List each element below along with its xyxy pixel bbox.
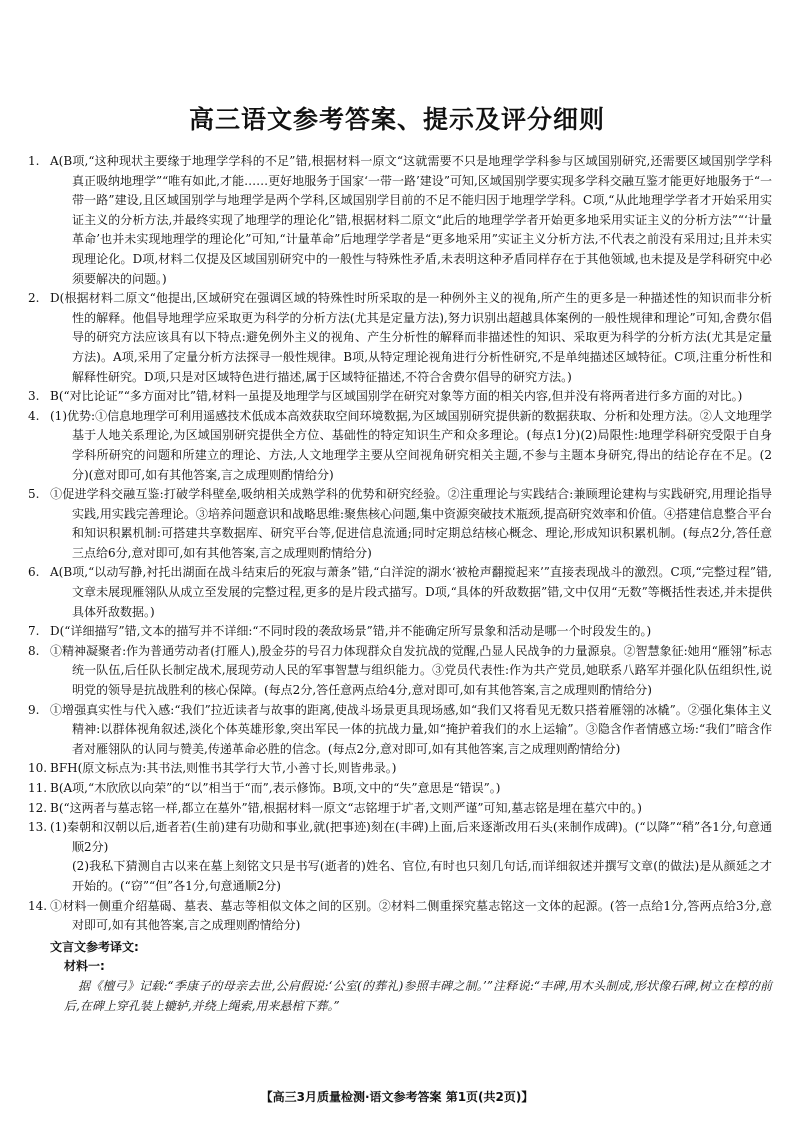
answer-item-5: 5. ①促进学科交融互鉴:打破学科壁垒,吸纳相关成熟学科的优势和研究经验。②注重理论与实践结合:兼顾理论建构与实践研究,用理论指导实践,用实践完善理论。③培养问题意识和战略思维:聚焦核心问题,集中资源突破技术瓶颈,提高研究效率和价值。④搭建信息整合平台和知识积累机制:可搭建共享数据库、研究平台等,促进信息流通;同时定期总结核心概念、理论,形成知识积累机制。(每点2分,答任意三点给6分,意对即可,如有其他答案,言之成理则酌情给分) xyxy=(28,487,772,560)
answer-item-6: 6. A(B项,“以动写静,衬托出湖面在战斗结束后的死寂与萧条”错,“白洋淀的湖水‘被枪声翻搅起来’”直接表现战斗的激烈。C项,“完整过程”错,文章未展现雁翎队从成立至发展的完整过程,更多的是片段式描写。D项,“具体的歼敌数据”错,文中仅用“无数”等概括性表述,并未提供具体歼敌数据。) xyxy=(28,565,772,619)
answer-item-12: 12. B(“这两者与墓志铭一样,都立在墓外”错,根据材料一原文“志铭埋于圹者,文则严谨”可知,墓志铭是埋在墓穴中的。) xyxy=(28,800,642,815)
item-text: A(B项,“这种现状主要缘于地理学学科的不足”错,根据材料一原文“这就需要不只是地理学学科参与区域国别研究,还需要区域国别学学科真正吸纳地理学”“唯有如此,才能……更好地服务于国家‘一带一路’建设”可知,区域国别学要实现多学科交融互鉴才能更好地服务于“一带一路”建设,且区域国别学与地理学是两个学科,区域国别学目前的不足不能归因于地理学学科。C项,“从此地理学学者才开始采用实证主义的分析方法,并最终实现了地理学的理论化”错,根据材料二原文“此后的地理学学者开始更多地采用实证主义的分析方法”“‘计量革命’也并未实现地理学的理论化”可知,“计量革命”后地理学学者是“更多地采用”实证主义分析方法,不代表之前没有采用过;且并未实现理论化。D项,材料二仅提及区域国别研究中的一般性与特殊性矛盾,未表明这种矛盾同样存在于其他领域,也未提及是学科研究中必须要解决的问题。) xyxy=(50,154,772,286)
item-text: A(B项,“以动写静,衬托出湖面在战斗结束后的死寂与萧条”错,“白洋淀的湖水‘被枪声翻搅起来’”直接表现战斗的激烈。C项,“完整过程”错,文章未展现雁翎队从成立至发展的完整过程,更多的是片段式描写。D项,“具体的歼敌数据”错,文中仅用“无数”等概括性表述,并未提供具体歼敌数据。) xyxy=(50,565,772,619)
answer-item-7: 7. D(“详细描写”错,文本的描写并不详细:“不同时段的袭敌场景”错,并不能确定所写景象和活动是哪一个时段发生的。) xyxy=(28,624,652,639)
item-text: (2)我私下猜测自古以来在墓上刻铭文只是书写(逝者的)姓名、官位,有时也只刻几句话,而详细叙述并撰写文章(的做法)是从颜延之才开始的。(“窃”“但”各1分,句意通顺2分) xyxy=(72,859,772,893)
answer-item-8: 8. ①精神凝聚者:作为普通劳动者(打雁人),殷金芬的号召力体现群众自发抗战的觉醒,凸显人民战争的力量源泉。②智慧象征:她用“雁翎”标志统一队伍,后任队长制定战术,展现劳动人民的军事智慧与组织能力。③党员代表性:作为共产党员,她联系八路军并强化队伍组织性,说明党的领导是抗战胜利的核心保障。(每点2分,答任意两点给4分,意对即可,如有其他答案,言之成理则酌情给分) xyxy=(28,643,772,698)
answer-item-1: 1. A(B项,“这种现状主要缘于地理学学科的不足”错,根据材料一原文“这就需要不只是地理学学科参与区域国别研究,还需要区域国别学学科真正吸纳地理学”“唯有如此,才能……更好地服务于国家‘一带一路’建设”可知,区域国别学要实现多学科交融互鉴才能更好地服务于“一带一路”建设,且区域国别学与地理学是两个学科,区域国别学目前的不足不能归因于地理学学科。C项,“从此地理学学者才开始采用实证主义的分析方法,并最终实现了地理学的理论化”错,根据材料二原文“此后的地理学学者开始更多地采用实证主义的分析方法”“‘计量革命’也并未实现地理学的理论化”可知,“计量革命”后地理学学者是“更多地采用”实证主义分析方法,不代表之前没有采用过;且并未实现理论化。D项,材料二仅提及区域国别研究中的一般性与特殊性矛盾,未表明这种矛盾同样存在于其他领域,也未提及是学科研究中必须要解决的问题。) xyxy=(28,154,772,286)
answer-item-14: 14. ①材料一侧重介绍墓碣、墓表、墓志等相似文体之间的区别。②材料二侧重探究墓志铭这一文体的起源。(答一点给1分,答两点给3分,意对即可,如有其他答案,言之成理则酌情给分) xyxy=(28,898,772,933)
answer-list xyxy=(28,152,772,1016)
item-text: D(根据材料二原文“他提出,区域研究在强调区域的特殊性时所采取的是一种例外主义的视角,所产生的更多是一种描述性的知识而非分析性的解释。他倡导地理学应采取更为科学的分析方法(尤其是定量方法),努力识别出超越具体案例的一般性规律和理论”可知,舍费尔倡导的研究方法应该具有以下特点:避免例外主义的视角、产生分析性的解释而非描述性的知识、采取更为科学的分析方法(尤其是定量方法)。A项,采用了定量分析方法探寻一般性规律。B项,从特定理论视角进行分析性研究,不是单纯描述区域特征。C项,注重分析性和解释性研究。D项,只是对区域特色进行描述,属于区域特征描述,不符合舍费尔倡导的研究方法。) xyxy=(50,291,772,384)
item-text: (1)优势:①信息地理学可利用遥感技术低成本高效获取空间环境数据,为区域国别研究提供新的数据获取、分析和处理方法。②人文地理学基于人地关系理论,为区域国别研究提供全方位、基础性的特定知识生产和众多理论。(每点1分)(2)局限性:地理学科研究受限于自身学科所研究的问题和所建立的理论、方法,人文地理学主要从空间视角研究相关主题,不参与主题本身研究,得出的结论存在不足。(2分)(意对即可,如有其他答案,言之成理则酌情给分) xyxy=(50,408,772,482)
answer-item-9: 9. ①增强真实性与代入感:“我们”拉近读者与故事的距离,使战斗场景更具现场感,如“我们又将看见无数只搭着雁翎的冰橇”。②强化集体主义精神:以群体视角叙述,淡化个体英雄形象,突出军民一体的抗战力量,如“掩护着我们的水上运输”。③隐含作者情感立场:“我们”暗含作者对雁翎队的认同与赞美,传递革命必胜的信念。(每点2分,意对即可,如有其他答案,言之成理则酌情给分) xyxy=(28,702,772,756)
answer-item-11: 11. B(A项,“木欣欣以向荣”的“以”相当于“而”,表示修饰。B项,文中的“失”意思是“错误”。) xyxy=(28,781,501,795)
translation-heading: 文言文参考译文: xyxy=(50,939,139,954)
answer-item-3: 3. B(“对比论证”“多方面对比”错,材料一虽提及地理学与区域国别学在研究对象等方面的相关内容,但并没有将两者进行多方面的对比。) xyxy=(28,389,743,404)
item-text: B(“这两者与墓志铭一样,都立在墓外”错,根据材料一原文“志铭埋于圹者,文则严谨”可知,墓志铭是埋在墓穴中的。) xyxy=(50,800,642,815)
item-text: D(“详细描写”错,文本的描写并不详细:“不同时段的袭敌场景”错,并不能确定所写景象和活动是哪一个时段发生的。) xyxy=(50,624,652,639)
page-footer: 【高三3月质量检测·语文参考答案 第1页(共2页)】 xyxy=(260,1090,534,1104)
item-text: ①促进学科交融互鉴:打破学科壁垒,吸纳相关成熟学科的优势和研究经验。②注重理论与实践结合:兼顾理论建构与实践研究,用理论指导实践,用实践完善理论。③培养问题意识和战略思维:聚焦核心问题,集中资源突破技术瓶颈,提高研究效率和价值。④搭建信息整合平台和知识积累机制:可搭建共享数据库、研究平台等,促进信息流通;同时定期总结核心概念、理论,形成知识积累机制。(每点2分,答任意三点给6分,意对即可,如有其他答案,言之成理则酌情给分) xyxy=(50,487,772,560)
answer-item-13-part-2 xyxy=(50,857,772,896)
item-text: B(A项,“木欣欣以向荣”的“以”相当于“而”,表示修饰。B项,文中的“失”意思是“错误”。) xyxy=(50,781,501,795)
item-text: B(“对比论证”“多方面对比”错,材料一虽提及地理学与区域国别学在研究对象等方面的相关内容,但并没有将两者进行多方面的对比。) xyxy=(50,389,743,404)
item-text: ①增强真实性与代入感:“我们”拉近读者与故事的距离,使战斗场景更具现场感,如“我们又将看见无数只搭着雁翎的冰橇”。②强化集体主义精神:以群体视角叙述,淡化个体英雄形象,突出军民一体的抗战力量,如“掩护着我们的水上运输”。③隐含作者情感立场:“我们”暗含作者对雁翎队的认同与赞美,传递革命必胜的信念。(每点2分,意对即可,如有其他答案,言之成理则酌情给分) xyxy=(50,702,772,756)
item-text: ①精神凝聚者:作为普通劳动者(打雁人),殷金芬的号召力体现群众自发抗战的觉醒,凸显人民战争的力量源泉。②智慧象征:她用“雁翎”标志统一队伍,后任队长制定战术,展现劳动人民的军事智慧与组织能力。③党员代表性:作为共产党员,她联系八路军并强化队伍组织性,说明党的领导是抗战胜利的核心保障。(每点2分,答任意两点给4分,意对即可,如有其他答案,言之成理则酌情给分) xyxy=(50,643,772,698)
item-text: (1)秦朝和汉朝以后,逝者若(生前)建有功勋和事业,就(把事迹)刻在(丰碑)上面,后来逐渐改用石头(来制作成碑)。(“以降”“稍”各1分,句意通顺2分) xyxy=(50,820,772,854)
item-text: BFH(原文标点为:其书法,则惟书其学行大节,小善寸长,则皆弗录。) xyxy=(50,761,397,776)
answer-item-10: 10. BFH(原文标点为:其书法,则惟书其学行大节,小善寸长,则皆弗录。) xyxy=(28,761,397,776)
answer-item-2: 2. D(根据材料二原文“他提出,区域研究在强调区域的特殊性时所采取的是一种例外主义的视角,所产生的更多是一种描述性的知识而非分析性的解释。他倡导地理学应采取更为科学的分析方法(尤其是定量方法),努力识别出超越具体案例的一般性规律和理论”可知,舍费尔倡导的研究方法应该具有以下特点:避免例外主义的视角、产生分析性的解释而非描述性的知识、采取更为科学的分析方法(尤其是定量方法)。A项,采用了定量分析方法探寻一般性规律。B项,从特定理论视角进行分析性研究,不是单纯描述区域特征。C项,注重分析性和解释性研究。D项,只是对区域特色进行描述,属于区域特征描述,不符合舍费尔倡导的研究方法。) xyxy=(28,291,772,384)
item-text: ①材料一侧重介绍墓碣、墓表、墓志等相似文体之间的区别。②材料二侧重探究墓志铭这一文体的起源。(答一点给1分,答两点给3分,意对即可,如有其他答案,言之成理则酌情给分) xyxy=(50,898,772,933)
page-title: 高三语文参考答案、提示及评分细则 xyxy=(188,105,605,134)
answer-item-4: 4. (1)优势:①信息地理学可利用遥感技术低成本高效获取空间环境数据,为区域国别研究提供新的数据获取、分析和处理方法。②人文地理学基于人地关系理论,为区域国别研究提供全方位、基础性的特定知识生产和众多理论。(每点1分)(2)局限性:地理学科研究受限于自身学科所研究的问题和所建立的理论、方法,人文地理学主要从空间视角研究相关主题,不参与主题本身研究,得出的结论存在不足。(2分)(意对即可,如有其他答案,言之成理则酌情给分) xyxy=(28,408,772,482)
translation-paragraph: 据《檀弓》记载:“季康子的母亲去世,公肩假说:‘公室(的葬礼)参照丰碑之制。’”注释说:“丰碑,用木头制成,形状像石碑,树立在椁的前后,在碑上穿孔装上辘轳,并绕上绳索,用来悬棺下葬。” xyxy=(64,978,772,1013)
material-heading: 材料一: xyxy=(64,959,105,974)
answer-item-13: 13. (1)秦朝和汉朝以后,逝者若(生前)建有功勋和事业,就(把事迹)刻在(丰碑)上面,后来逐渐改用石头(来制作成碑)。(“以降”“稍”各1分,句意通顺2分) xyxy=(28,820,772,854)
